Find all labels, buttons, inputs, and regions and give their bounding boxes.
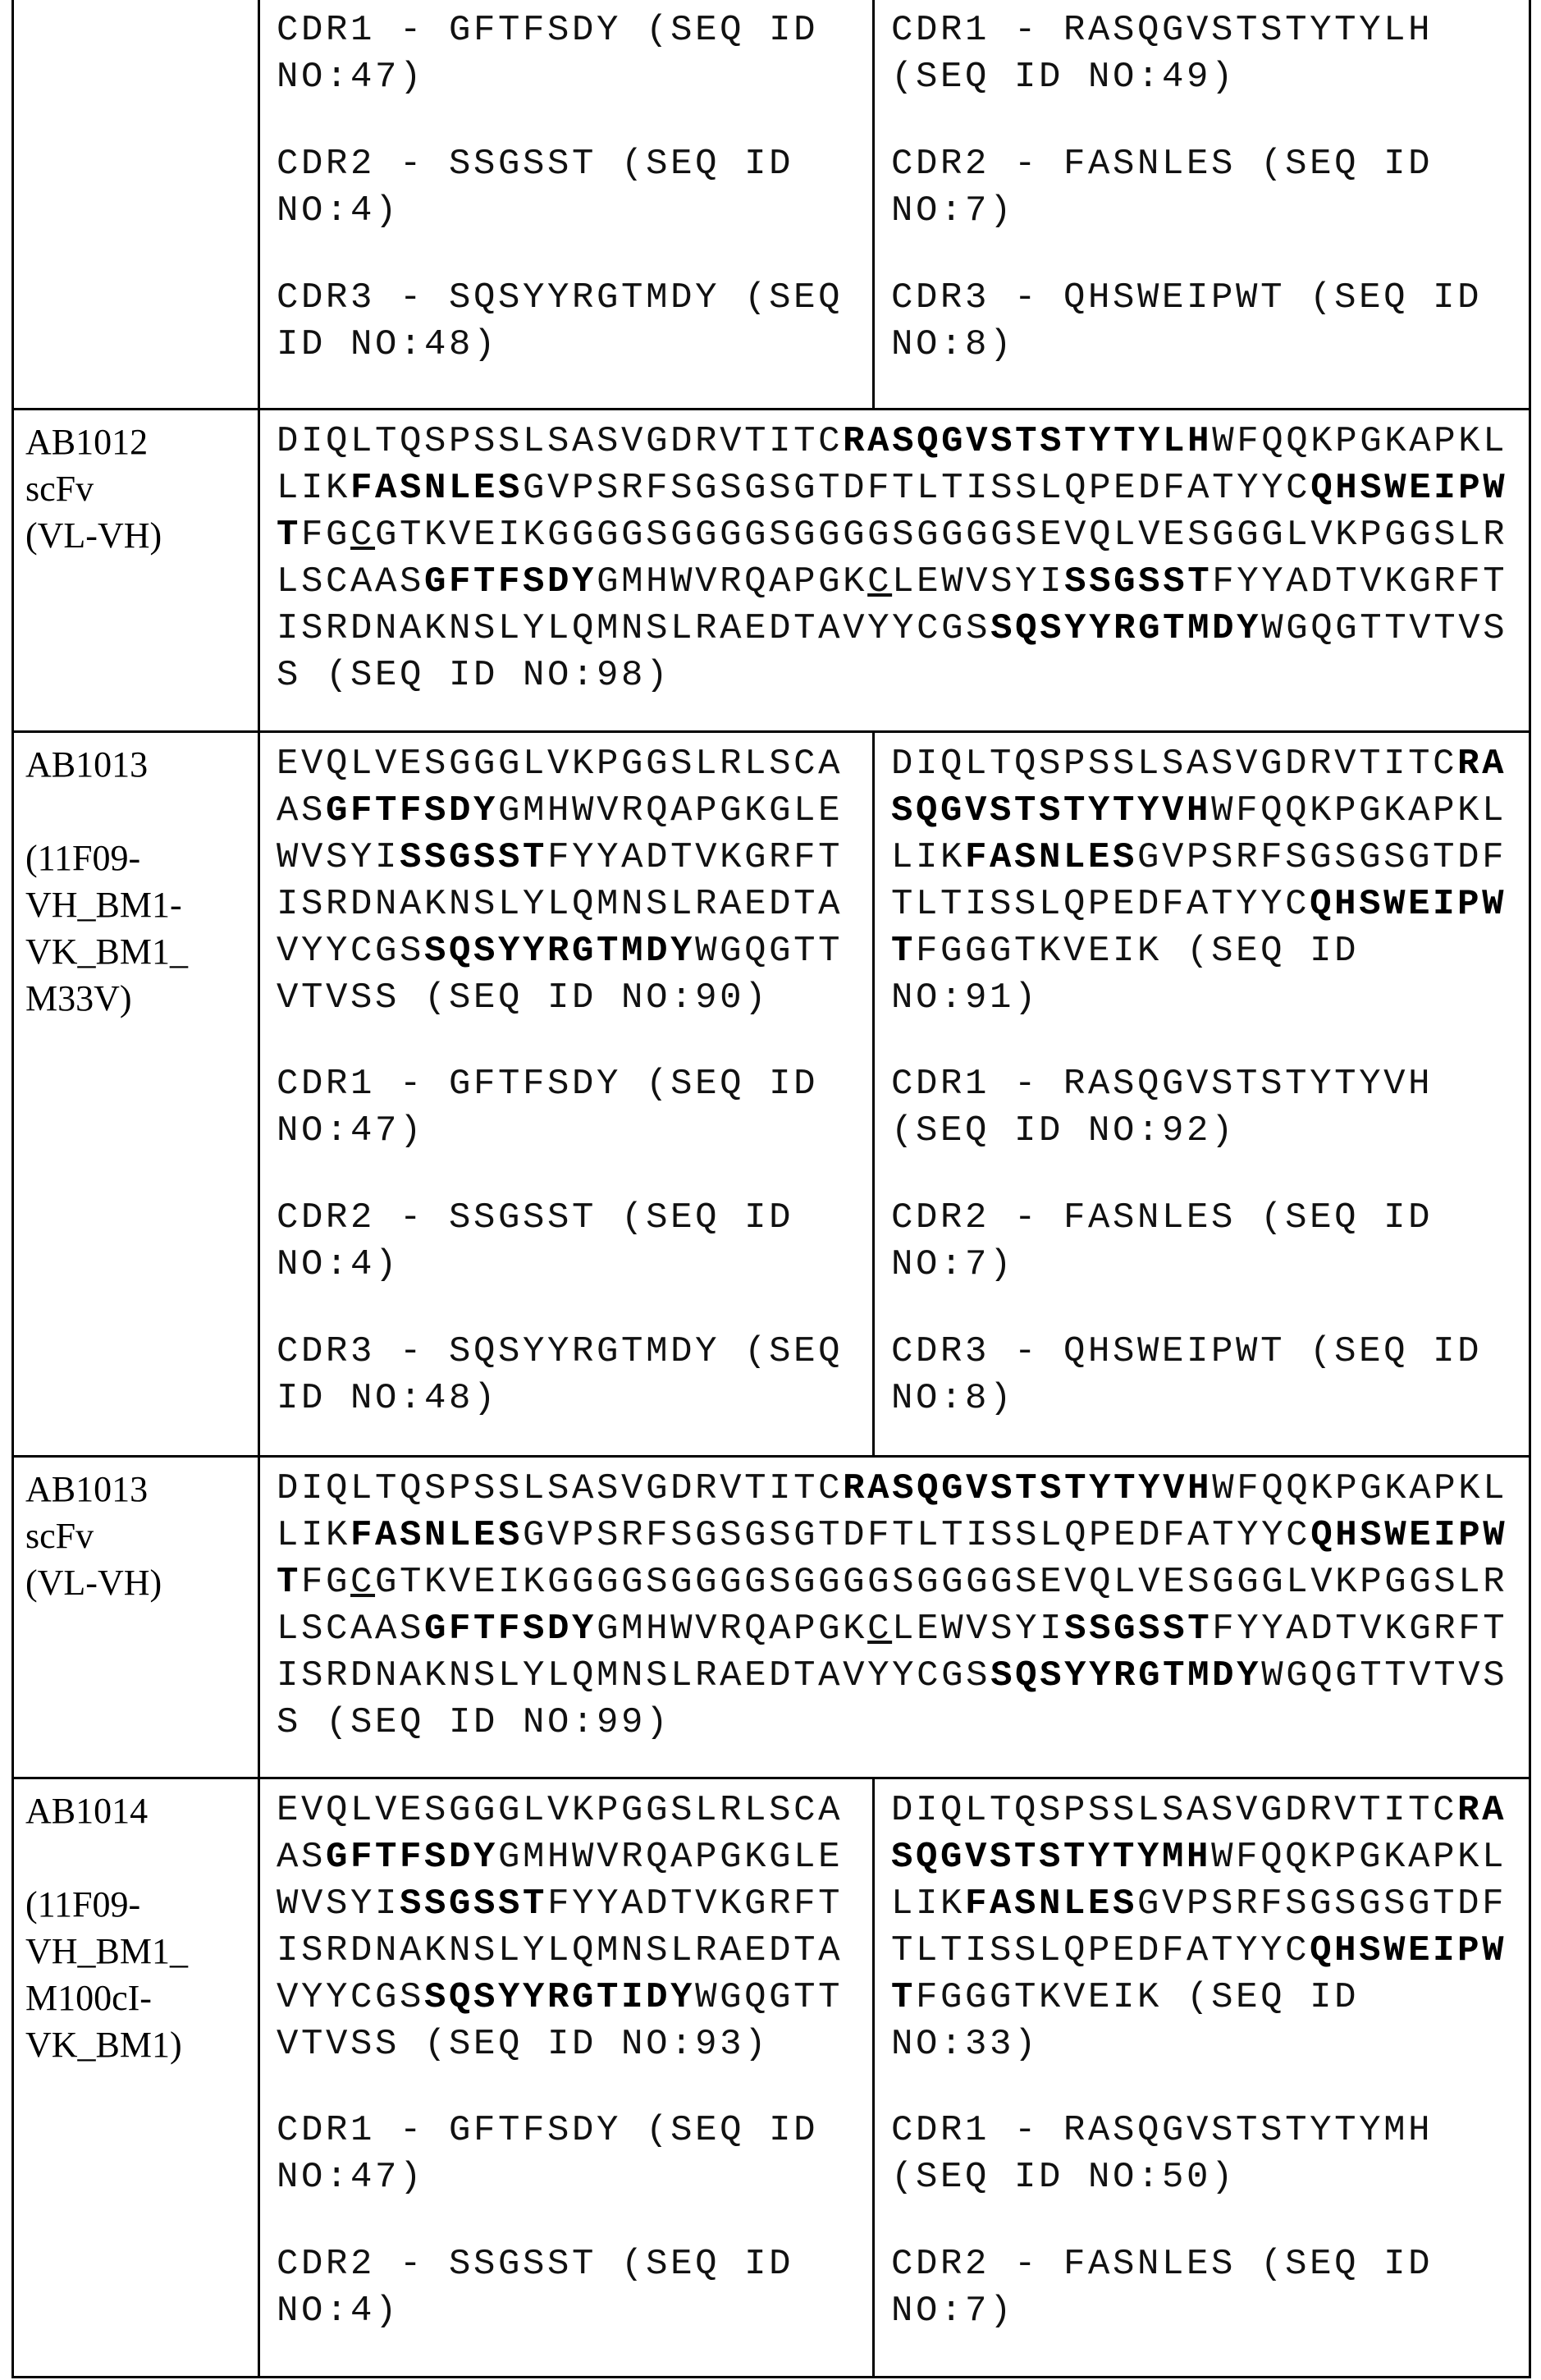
vl-cell — [872, 733, 1534, 1455]
sequence-line — [277, 2021, 857, 2068]
sequence-line — [277, 788, 857, 835]
sequence-line — [891, 835, 1519, 881]
sequence-segment: ISRDNAKNSLYLQMNSLRAEDTA — [277, 1930, 843, 1971]
sequence-segment: ISRDNAKNSLYLQMNSLRAEDTAVYYCGS — [277, 1655, 990, 1696]
sequence-segment: GVPSRFSGSGSGTDF — [1137, 1883, 1507, 1925]
antibody-label — [14, 1458, 258, 1777]
sequence-line — [891, 928, 1519, 975]
sequence-segment: ISRDNAKNSLYLQMNSLRAEDTA — [277, 884, 843, 925]
cdr-entry: CDR2 - FASNLES (SEQ ID NO:7) — [891, 141, 1519, 235]
sequence-line — [277, 835, 857, 881]
label-line — [25, 788, 243, 835]
sequence-line — [277, 1787, 857, 1834]
sequence-line — [277, 1559, 1519, 1606]
cdr-segment: GFTFSDY — [424, 1609, 597, 1650]
cdr-segment: FASNLES — [350, 1515, 523, 1556]
sequence-line — [277, 1975, 857, 2021]
sequence-segment: DIQLTQSPSSLSASVGDRVTITC — [277, 421, 843, 462]
cdr-segment: T — [277, 515, 301, 556]
cdr-segment: QHSWEIPW — [1310, 1930, 1507, 1971]
sequence-segment: FGGGTKVEIK (SEQ ID — [916, 931, 1359, 972]
cdr-segment: SQGVSTSTYTYMH — [891, 1837, 1211, 1878]
cdr-entry: CDR3 - SQSYYRGTMDY (SEQ ID NO:48) — [277, 1329, 857, 1422]
cdr-segment: QHSWEIPW — [1310, 468, 1507, 509]
scfv-sequence-cell — [258, 1458, 1534, 1777]
sequence-segment: FG — [301, 1562, 350, 1603]
sequence-segment: DIQLTQSPSSLSASVGDRVTITC — [891, 744, 1457, 785]
label-line: (VL-VH) — [25, 1559, 243, 1606]
sequence-segment: EVQLVESGGGLVKPGGSLRLSCA — [277, 1790, 843, 1831]
label-line: M100cI- — [25, 1975, 243, 2021]
cdr-segment: GFTFSDY — [326, 1837, 498, 1878]
sequence-line — [891, 1834, 1519, 1881]
sequence-segment: LIK — [891, 1883, 965, 1925]
cdr-segment: SQSYYRGTMDY — [424, 931, 695, 972]
sequence-segment: S (SEQ ID NO:99) — [277, 1702, 670, 1743]
sequence-segment: FYYADTVKGRFT — [547, 837, 843, 878]
cdr-entry: CDR2 - SSGSST (SEQ ID NO:4) — [277, 1195, 857, 1288]
sequence — [277, 419, 1519, 699]
cdr-segment: FASNLES — [965, 1883, 1137, 1925]
cdr-segment: T — [277, 1562, 301, 1603]
label-line: VK_BM1) — [25, 2021, 243, 2068]
sequence-segment: GMHWVRQAPGK — [597, 561, 867, 602]
table-row — [11, 1779, 1531, 2378]
antibody-label — [14, 410, 258, 730]
sequence-line — [277, 1700, 1519, 1746]
sequence-line — [277, 741, 857, 788]
sequence-segment: GTKVEIKGGGGSGGGGSGGGGSGGGGSEVQLVESGGGLVKPGGSLR — [375, 1562, 1507, 1603]
sequence-segment: WFQQKPGKAPKL — [1211, 1837, 1507, 1878]
sequence-segment: S (SEQ ID NO:98) — [277, 655, 670, 696]
vh-cell — [258, 0, 872, 408]
cdr-segment: RASQGVSTSTYTYVH — [843, 1468, 1212, 1509]
table-row — [11, 733, 1531, 1458]
sequence — [277, 1787, 857, 2068]
sequence-segment: EVQLVESGGGLVKPGGSLRLSCA — [277, 744, 843, 785]
sequence-line — [277, 881, 857, 928]
cdr-entry: CDR3 - SQSYYRGTMDY (SEQ ID NO:48) — [277, 275, 857, 368]
cdr-segment: FASNLES — [965, 837, 1137, 878]
sequence-line — [891, 788, 1519, 835]
sequence-segment: FGGGTKVEIK (SEQ ID — [916, 1977, 1359, 2018]
table-row — [11, 0, 1531, 410]
cdr-segment: FASNLES — [350, 468, 523, 509]
cysteine-mutation: C — [867, 561, 892, 602]
sequence-segment: GTKVEIKGGGGSGGGGSGGGGSGGGGSEVQLVESGGGLVKPGGSLR — [375, 515, 1507, 556]
sequence-segment: DIQLTQSPSSLSASVGDRVTITC — [277, 1468, 843, 1509]
label-line: VH_BM1- — [25, 881, 243, 928]
vh-cell — [258, 1779, 872, 2376]
sequence-segment: GMHWVRQAPGK — [597, 1609, 867, 1650]
cysteine-mutation: C — [350, 1562, 375, 1603]
sequence-segment: LSCAAS — [277, 1609, 424, 1650]
cdr-entry: CDR3 - QHSWEIPWT (SEQ ID NO:8) — [891, 275, 1519, 368]
sequence-line — [277, 419, 1519, 465]
cdr-segment: SSGSST — [400, 1883, 547, 1925]
sequence-segment: GMHWVRQAPGKGLE — [498, 1837, 843, 1878]
sequence-segment: LEWVSYI — [892, 561, 1064, 602]
sequence-segment: FYYADTVKGRFT — [1212, 1609, 1507, 1650]
cdr-segment: SSGSST — [400, 837, 547, 878]
cdr-segment: SQSYYRGTIDY — [424, 1977, 695, 2018]
cdr-segment: SSGSST — [1064, 561, 1212, 602]
cdr-segment: QHSWEIPW — [1310, 1515, 1507, 1556]
sequence-segment: TLTISSLQPEDFATYYC — [891, 884, 1310, 925]
cdr-segment: RASQGVSTSTYTYLH — [843, 421, 1212, 462]
sequence-line — [891, 2021, 1519, 2068]
label-line: (11F09- — [25, 835, 243, 881]
sequence-segment: LEWVSYI — [892, 1609, 1064, 1650]
cdr-entry: CDR1 - RASQGVSTSTYTYLH (SEQ ID NO:49) — [891, 7, 1519, 101]
sequence-segment: GVPSRFSGSGSGTDFTLTISSLQPEDFATYYC — [523, 468, 1310, 509]
cdr-entry: CDR1 - GFTFSDY (SEQ ID NO:47) — [277, 2108, 857, 2201]
sequence-line — [277, 1928, 857, 1975]
sequence-segment: FYYADTVKGRFT — [1212, 561, 1507, 602]
sequence-line — [891, 975, 1519, 1022]
sequence-segment: FG — [301, 515, 350, 556]
cdr-segment: RA — [1457, 744, 1507, 785]
label-line: VH_BM1_ — [25, 1928, 243, 1975]
sequence-segment: DIQLTQSPSSLSASVGDRVTITC — [891, 1790, 1457, 1831]
sequence-line — [277, 465, 1519, 512]
cysteine-mutation: C — [350, 515, 375, 556]
sequence-segment: LIK — [277, 468, 350, 509]
sequence-segment: GVPSRFSGSGSGTDF — [1137, 837, 1507, 878]
label-line: M33V) — [25, 975, 243, 1022]
sequence-segment: WVSYI — [277, 1883, 400, 1925]
label-line: (VL-VH) — [25, 512, 243, 559]
antibody-label — [14, 0, 258, 408]
label-line: VK_BM1_ — [25, 928, 243, 975]
sequence-segment: ISRDNAKNSLYLQMNSLRAEDTAVYYCGS — [277, 608, 990, 649]
sequence-segment: VTVSS (SEQ ID NO:90) — [277, 977, 769, 1018]
cdr-segment: SQSYYRGTMDY — [990, 1655, 1261, 1696]
sequence-line — [277, 512, 1519, 559]
sequence-segment: WGQGTTVTVS — [1261, 608, 1507, 649]
sequence-segment: WVSYI — [277, 837, 400, 878]
sequence-segment: VYYCGS — [277, 931, 424, 972]
sequence-line — [277, 1881, 857, 1928]
cdr-entry: CDR2 - FASNLES (SEQ ID NO:7) — [891, 1195, 1519, 1288]
cdr-segment: QHSWEIPW — [1310, 884, 1507, 925]
sequence — [891, 741, 1519, 1022]
sequence-line — [277, 606, 1519, 652]
table-row — [11, 410, 1531, 733]
label-line: AB1014 — [25, 1787, 243, 1834]
sequence-segment: VYYCGS — [277, 1977, 424, 2018]
cdr-segment: SQGVSTSTYTYVH — [891, 790, 1211, 831]
cdr-segment: RA — [1457, 1790, 1507, 1831]
cdr-entry: CDR2 - SSGSST (SEQ ID NO:4) — [277, 141, 857, 235]
sequence-line — [277, 1466, 1519, 1513]
cdr-entry: CDR1 - GFTFSDY (SEQ ID NO:47) — [277, 7, 857, 101]
label-line: AB1013 — [25, 1466, 243, 1513]
sequence-segment: LIK — [277, 1515, 350, 1556]
cdr-entry: CDR2 - FASNLES (SEQ ID NO:7) — [891, 2241, 1519, 2335]
sequence-segment: WFQQKPGKAPKL — [1211, 790, 1507, 831]
sequence-segment: WGQGTT — [695, 931, 843, 972]
antibody-sequence-table — [11, 0, 1531, 2378]
sequence-line — [277, 652, 1519, 699]
sequence-segment: LSCAAS — [277, 561, 424, 602]
sequence — [891, 1787, 1519, 2068]
antibody-label — [14, 733, 258, 1455]
sequence-line — [277, 928, 857, 975]
vh-cell — [258, 733, 872, 1455]
sequence-segment: NO:91) — [891, 977, 1039, 1018]
sequence-line — [277, 1834, 857, 1881]
cdr-segment: GFTFSDY — [424, 561, 597, 602]
sequence-segment: WFQQKPGKAPKL — [1212, 421, 1507, 462]
sequence-segment: WFQQKPGKAPKL — [1212, 1468, 1507, 1509]
sequence-line — [891, 1928, 1519, 1975]
cdr-entry: CDR1 - GFTFSDY (SEQ ID NO:47) — [277, 1061, 857, 1155]
cdr-segment: GFTFSDY — [326, 790, 498, 831]
scfv-sequence-cell — [258, 410, 1534, 730]
sequence-line — [277, 1653, 1519, 1700]
cdr-entry: CDR1 - RASQGVSTSTYTYMH (SEQ ID NO:50) — [891, 2108, 1519, 2201]
vl-cell — [872, 0, 1534, 408]
label-line: scFv — [25, 1513, 243, 1559]
label-line: AB1013 — [25, 741, 243, 788]
sequence-segment: NO:33) — [891, 2024, 1039, 2065]
label-line: AB1012 — [25, 419, 243, 465]
cysteine-mutation: C — [867, 1609, 892, 1650]
label-line: scFv — [25, 465, 243, 512]
sequence-segment: AS — [277, 790, 326, 831]
sequence-segment: GMHWVRQAPGKGLE — [498, 790, 843, 831]
sequence-segment: VTVSS (SEQ ID NO:93) — [277, 2024, 769, 2065]
sequence-line — [891, 881, 1519, 928]
sequence-line — [891, 1787, 1519, 1834]
label-line — [25, 1834, 243, 1881]
sequence-line — [277, 975, 857, 1022]
sequence-segment: FYYADTVKGRFT — [547, 1883, 843, 1925]
sequence-line — [891, 741, 1519, 788]
sequence-segment: WGQGTT — [695, 1977, 843, 2018]
cdr-entry: CDR2 - SSGSST (SEQ ID NO:4) — [277, 2241, 857, 2335]
label-line: (11F09- — [25, 1881, 243, 1928]
table-row — [11, 1458, 1531, 1779]
sequence-line — [891, 1975, 1519, 2021]
cdr-segment: T — [891, 1977, 916, 2018]
sequence-segment: TLTISSLQPEDFATYYC — [891, 1930, 1310, 1971]
sequence-segment: AS — [277, 1837, 326, 1878]
sequence — [277, 741, 857, 1022]
cdr-segment: T — [891, 931, 916, 972]
cdr-entry: CDR1 - RASQGVSTSTYTYVH (SEQ ID NO:92) — [891, 1061, 1519, 1155]
sequence-segment: LIK — [891, 837, 965, 878]
sequence-segment: WGQGTTVTVS — [1261, 1655, 1507, 1696]
sequence-line — [891, 1881, 1519, 1928]
sequence — [277, 1466, 1519, 1746]
antibody-label — [14, 1779, 258, 2376]
cdr-segment: SSGSST — [1064, 1609, 1212, 1650]
sequence-segment: GVPSRFSGSGSGTDFTLTISSLQPEDFATYYC — [523, 1515, 1310, 1556]
sequence-line — [277, 559, 1519, 606]
vl-cell — [872, 1779, 1534, 2376]
sequence-line — [277, 1513, 1519, 1559]
sequence-line — [277, 1606, 1519, 1653]
cdr-entry: CDR3 - QHSWEIPWT (SEQ ID NO:8) — [891, 1329, 1519, 1422]
cdr-segment: SQSYYRGTMDY — [990, 608, 1261, 649]
